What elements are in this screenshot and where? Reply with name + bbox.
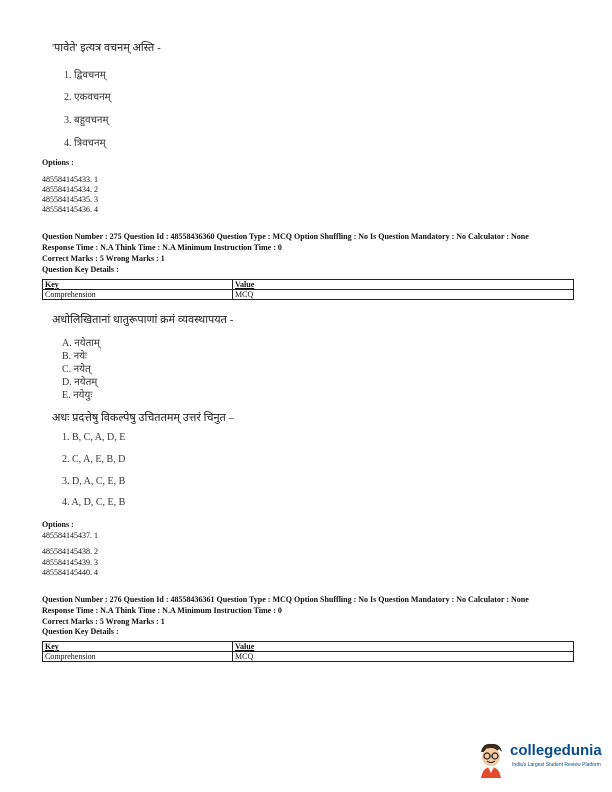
q275-item-d: D. नयेतम्	[62, 377, 98, 388]
q275-meta-line-3: Correct Marks : 5 Wrong Marks : 1	[42, 254, 165, 263]
q274-choice-1: 1. द्विवचनम्	[64, 70, 106, 81]
q276-table-key-header: Key	[43, 642, 233, 652]
q275-option-id-4: 485584145440. 4	[42, 568, 98, 577]
q275-option-id-1: 485584145437. 1	[42, 531, 98, 540]
q275-choice-2: 2. C, A, E, B, D	[62, 454, 126, 465]
q275-key-table	[42, 279, 574, 300]
q276-meta-line-1: Question Number : 276 Question Id : 48558436361 Question Type : MCQ Option Shuffling : No Is Question Mandatory : No Calculator : None	[42, 595, 529, 604]
student-mascot-icon	[475, 740, 507, 780]
q276-meta-line-4: Question Key Details :	[42, 627, 119, 636]
q275-options-label: Options :	[42, 520, 74, 529]
q274-option-id-4: 485584145436. 4	[42, 205, 98, 214]
q275-item-c: C. नयेत्	[62, 364, 91, 375]
q275-meta-line-2: Response Time : N.A Think Time : N.A Minimum Instruction Time : 0	[42, 243, 282, 252]
q274-stem: 'पावेते' इत्यत्र वचनम् अस्ति -	[52, 42, 161, 54]
logo-wordmark: collegedunia	[510, 742, 602, 759]
q276-table-value-cell: MCQ	[233, 652, 574, 662]
q276-meta-line-3: Correct Marks : 5 Wrong Marks : 1	[42, 617, 165, 626]
q275-item-a: A. नयेताम्	[62, 338, 100, 349]
q274-options-label: Options :	[42, 158, 74, 167]
q275-table-key-cell: Comprehension	[43, 290, 233, 300]
q276-table-key-cell: Comprehension	[43, 652, 233, 662]
q275-meta-line-1: Question Number : 275 Question Id : 48558436360 Question Type : MCQ Option Shuffling : No Is Question Mandatory : No Calculator : None	[42, 232, 529, 241]
q276-meta-line-2: Response Time : N.A Think Time : N.A Minimum Instruction Time : 0	[42, 606, 282, 615]
q274-choice-2: 2. एकवचनम्	[64, 92, 111, 103]
q275-choice-4: 4. A, D, C, E, B	[62, 497, 126, 508]
collegedunia-logo	[475, 740, 605, 780]
q275-table-key-header: Key	[43, 280, 233, 290]
q274-option-id-1: 485584145433. 1	[42, 175, 98, 184]
q276-key-table	[42, 641, 574, 662]
logo-tagline: India's Largest Student Review Platform	[512, 762, 601, 768]
q275-table-value-cell: MCQ	[233, 290, 574, 300]
q275-choice-3: 3. D, A, C, E, B	[62, 476, 126, 487]
q275-instruction: अधः प्रदत्तेषु विकल्पेषु उचिततमम् उत्तरं चिनुत –	[52, 412, 235, 424]
q275-table-value-header: Value	[233, 280, 574, 290]
q274-option-id-3: 485584145435. 3	[42, 195, 98, 204]
q275-item-e: E. नयेयुः	[62, 390, 93, 401]
q275-choice-1: 1. B, C, A, D, E	[62, 432, 126, 443]
q274-choice-4: 4. त्रिवचनम्	[64, 138, 106, 149]
q275-option-id-3: 485584145439. 3	[42, 558, 98, 567]
q275-option-id-2: 485584145438. 2	[42, 547, 98, 556]
q275-stem: अधोलिखितानां धातुरूपाणां क्रमं व्यवस्थापयत -	[52, 314, 234, 326]
q274-choice-3: 3. बहुवचनम्	[64, 115, 109, 126]
q276-table-value-header: Value	[233, 642, 574, 652]
q275-meta-line-4: Question Key Details :	[42, 265, 119, 274]
q274-option-id-2: 485584145434. 2	[42, 185, 98, 194]
q275-item-b: B. नयेः	[62, 351, 88, 362]
